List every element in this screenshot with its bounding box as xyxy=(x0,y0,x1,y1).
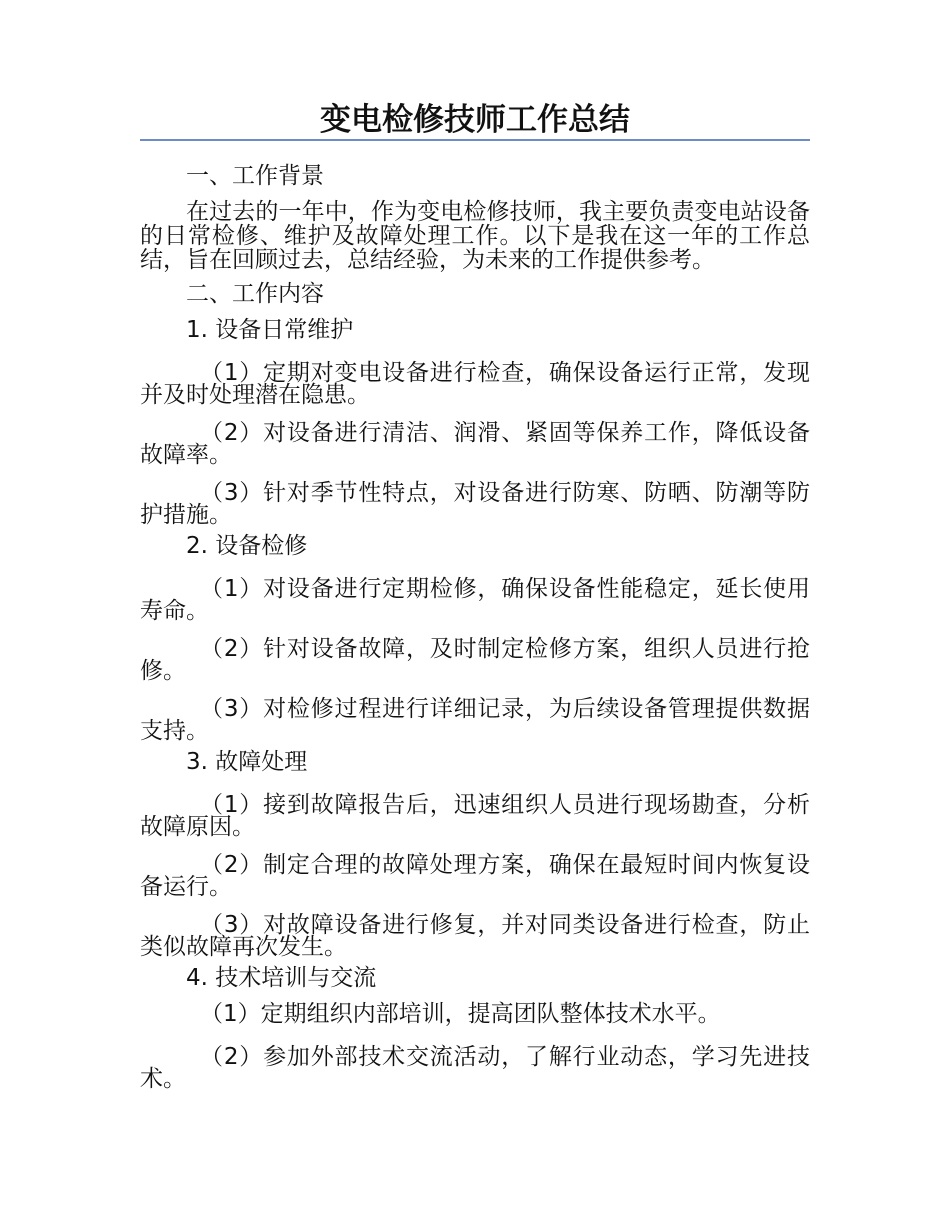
list-item: （2）制定合理的故障处理方案，确保在最短时间内恢复设备运行。 xyxy=(140,852,810,900)
subsection-heading-maintenance: 1. 设备日常维护 xyxy=(186,317,354,343)
section-heading-content: 二、工作内容 xyxy=(186,281,324,307)
document-body xyxy=(140,158,810,1092)
list-item: （1）定期组织内部培训，提高团队整体技术水平。 xyxy=(200,1001,721,1027)
list-item: （3）针对季节性特点，对设备进行防寒、防晒、防潮等防护措施。 xyxy=(140,480,810,528)
title-underline xyxy=(140,139,810,141)
list-item: （3）对检修过程进行详细记录，为后续设备管理提供数据支持。 xyxy=(140,696,810,744)
list-item: （2）参加外部技术交流活动，了解行业动态，学习先进技术。 xyxy=(140,1044,810,1092)
list-item: （1）接到故障报告后，迅速组织人员进行现场勘查，分析故障原因。 xyxy=(140,792,810,840)
list-item: （3）对故障设备进行修复，并对同类设备进行检查，防止类似故障再次发生。 xyxy=(140,912,810,960)
list-item: （2）对设备进行清洁、润滑、紧固等保养工作，降低设备故障率。 xyxy=(140,420,810,468)
list-item: （1）定期对变电设备进行检查，确保设备运行正常，发现并及时处理潜在隐患。 xyxy=(140,360,810,408)
subsection-heading-training: 4. 技术培训与交流 xyxy=(186,965,377,991)
list-item: （2）针对设备故障，及时制定检修方案，组织人员进行抢修。 xyxy=(140,636,810,684)
list-item: （1）对设备进行定期检修，确保设备性能稳定，延长使用寿命。 xyxy=(140,576,810,624)
subsection-heading-fault-handling: 3. 故障处理 xyxy=(186,749,308,775)
subsection-heading-overhaul: 2. 设备检修 xyxy=(186,533,308,559)
background-paragraph: 在过去的一年中，作为变电检修技师，我主要负责变电站设备的日常检修、维护及故障处理工作。以下是我在这一年的工作总结，旨在回顾过去，总结经验，为未来的工作提供参考。 xyxy=(140,199,810,273)
section-heading-background: 一、工作背景 xyxy=(186,163,324,189)
document-title: 变电检修技师工作总结 xyxy=(320,102,630,138)
